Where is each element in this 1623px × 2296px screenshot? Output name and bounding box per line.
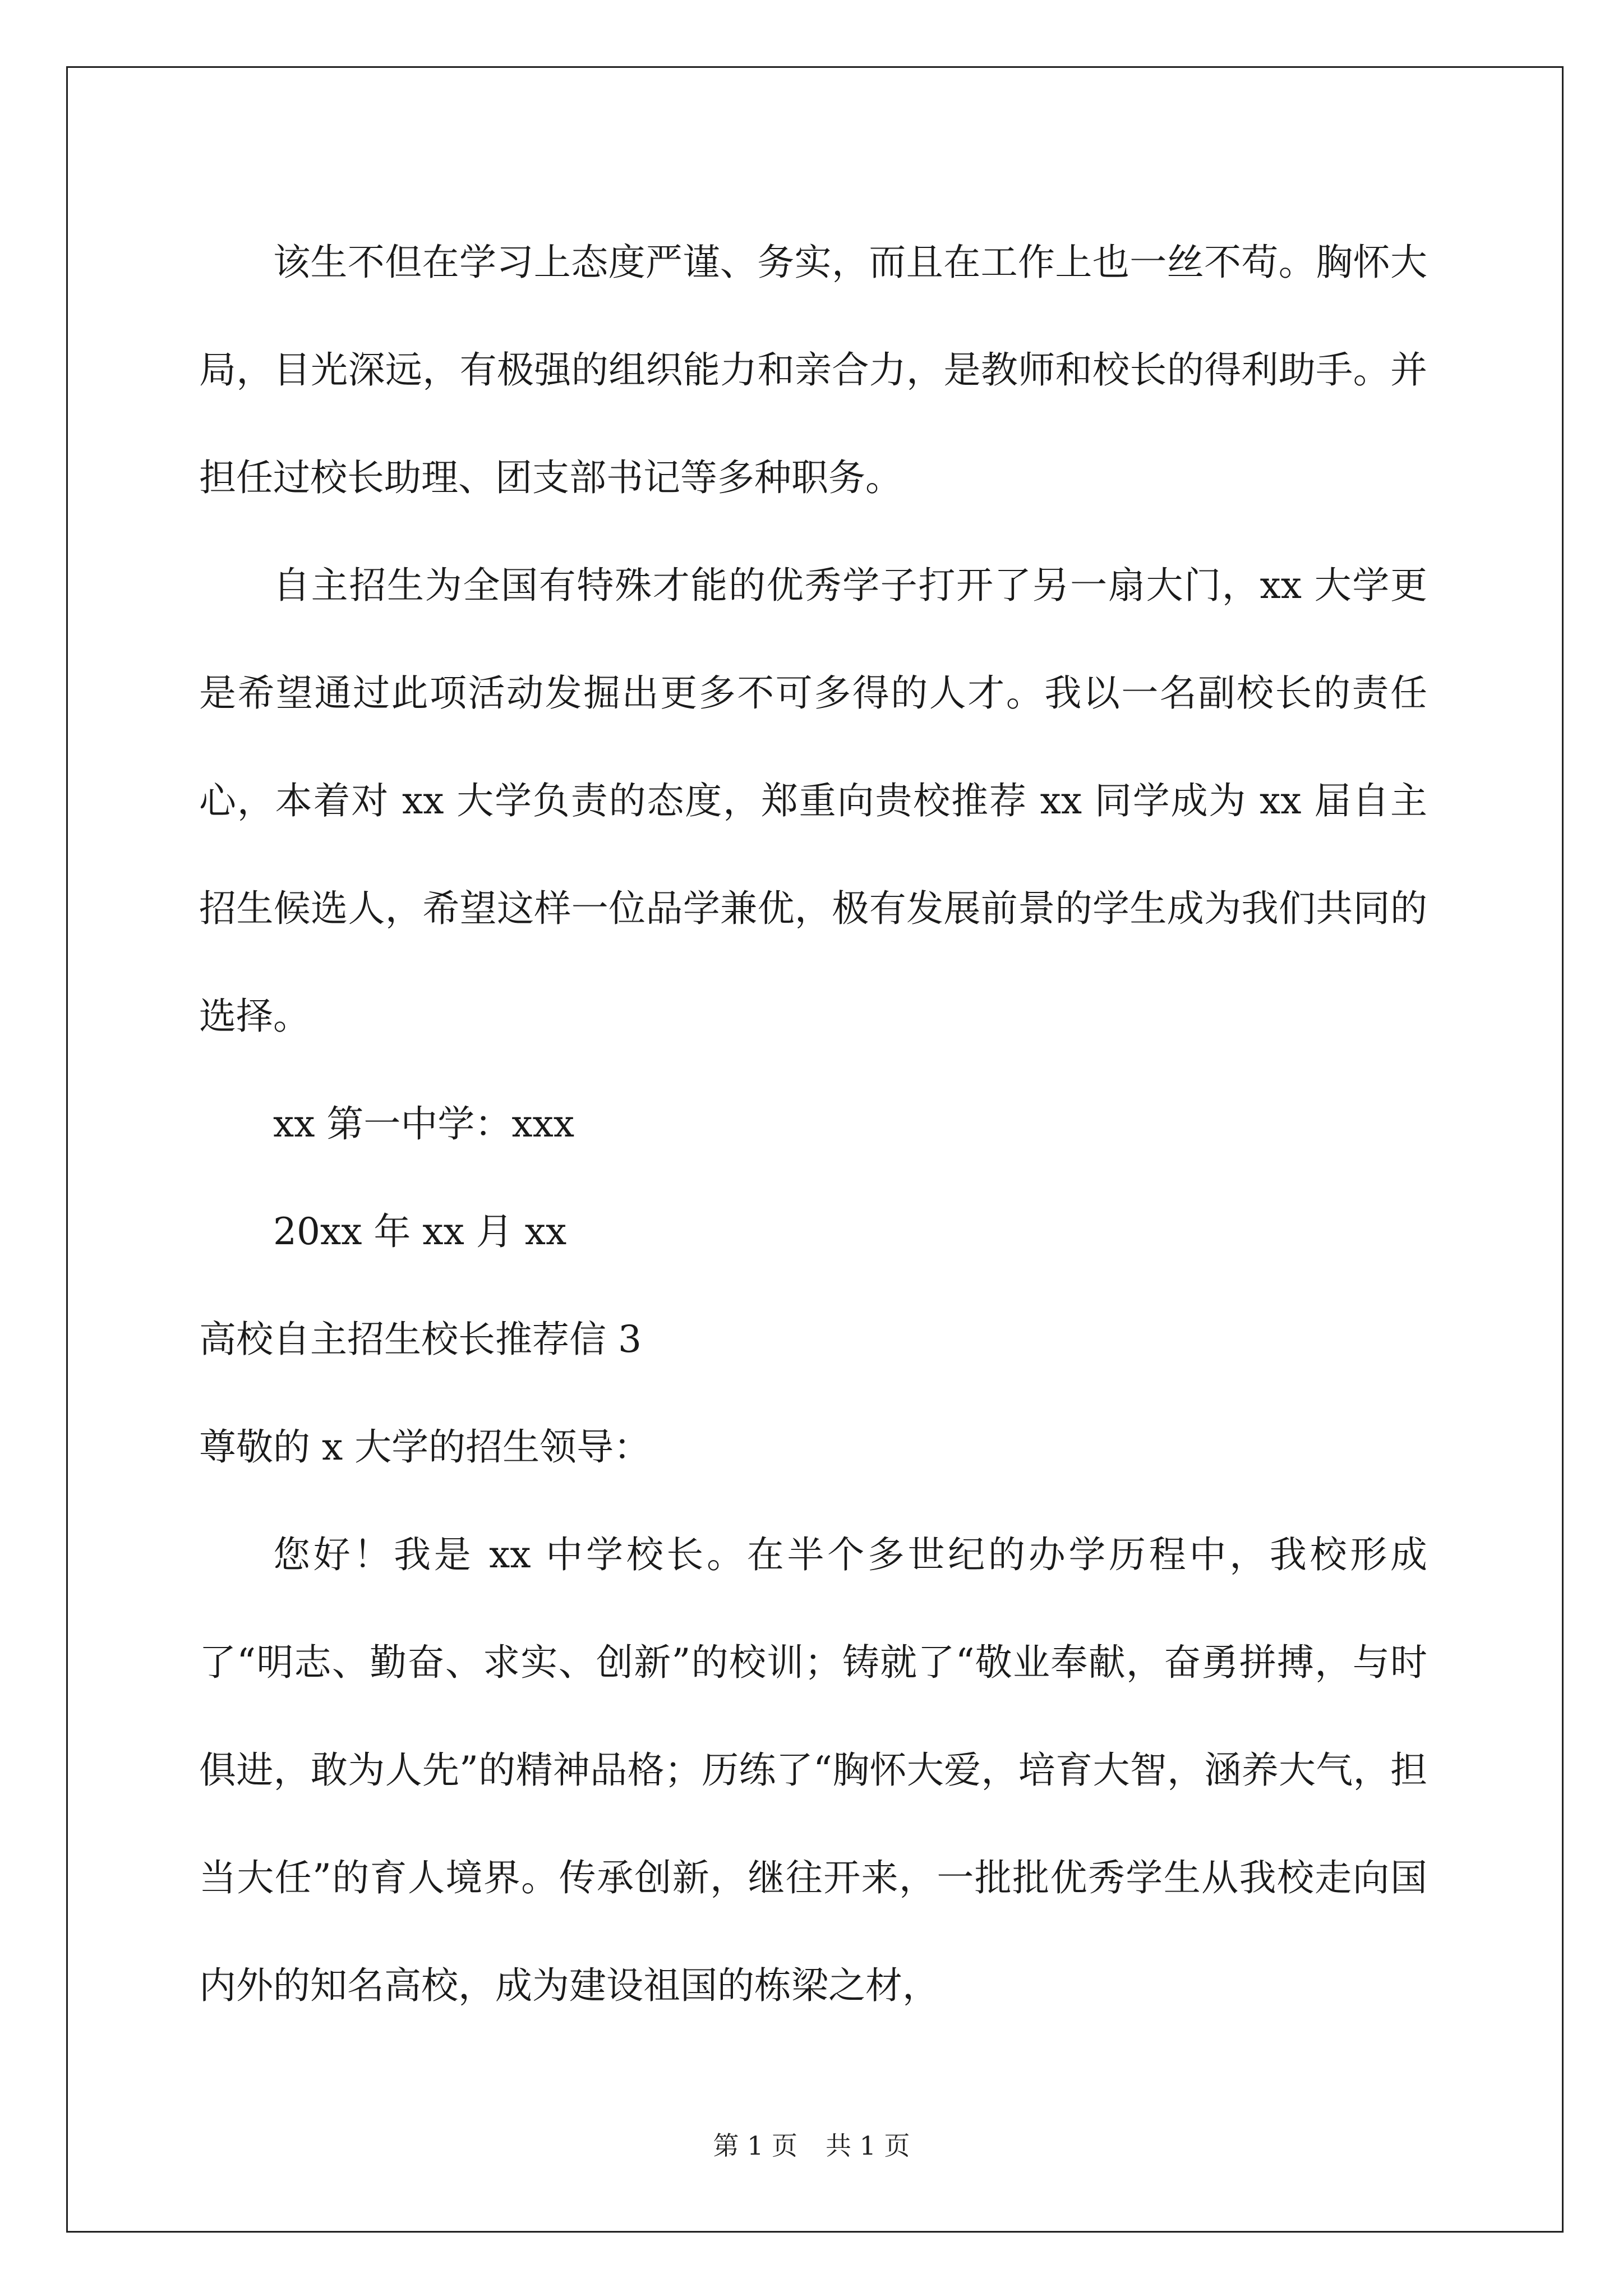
page-footer bbox=[0, 2129, 1623, 2162]
paragraph-1: 该生不但在学习上态度严谨、务实，而且在工作上也一丝不苟。胸怀大局，目光深远，有极强的组织能力和亲合力，是教师和校长的得利助手。并担任过校长助理、团支部书记等多种职务。 bbox=[199, 241, 1427, 499]
page-number: 第 1 页 bbox=[713, 2131, 797, 2161]
document-body bbox=[199, 209, 1427, 2040]
paragraph-2: 自主招生为全国有特殊才能的优秀学子打开了另一扇大门，xx 大学更是希望通过此项活动发掘出更多不可多得的人才。我以一名副校长的责任心，本着对 xx 大学负责的态度，郑重向贵校推荐 xx 同学成为 xx 届自主招生候选人，希望这样一位品学兼优，极有发展前景的学生成为我们共同的选择。 bbox=[199, 564, 1427, 1038]
section-title: 高校自主招生校长推荐信 3 bbox=[199, 1318, 642, 1361]
page-total: 共 1 页 bbox=[826, 2131, 910, 2161]
body-paragraph: 您好！我是 xx 中学校长。在半个多世纪的办学历程中，我校形成了“明志、勤奋、求实、创新”的校训；铸就了“敬业奉献，奋勇拼搏，与时俱进，敢为人先”的精神品格；历练了“胸怀大爱，培育大智，涵养大气，担当大任”的育人境界。传承创新，继往开来，一批批优秀学生从我校走向国内外的知名高校，成为建设祖国的栋梁之材， bbox=[199, 1533, 1427, 2007]
signature: xx 第一中学：xxx bbox=[273, 1102, 575, 1145]
salutation: 尊敬的 x 大学的招生领导： bbox=[199, 1425, 651, 1469]
date: 20xx 年 xx 月 xx bbox=[273, 1210, 567, 1253]
